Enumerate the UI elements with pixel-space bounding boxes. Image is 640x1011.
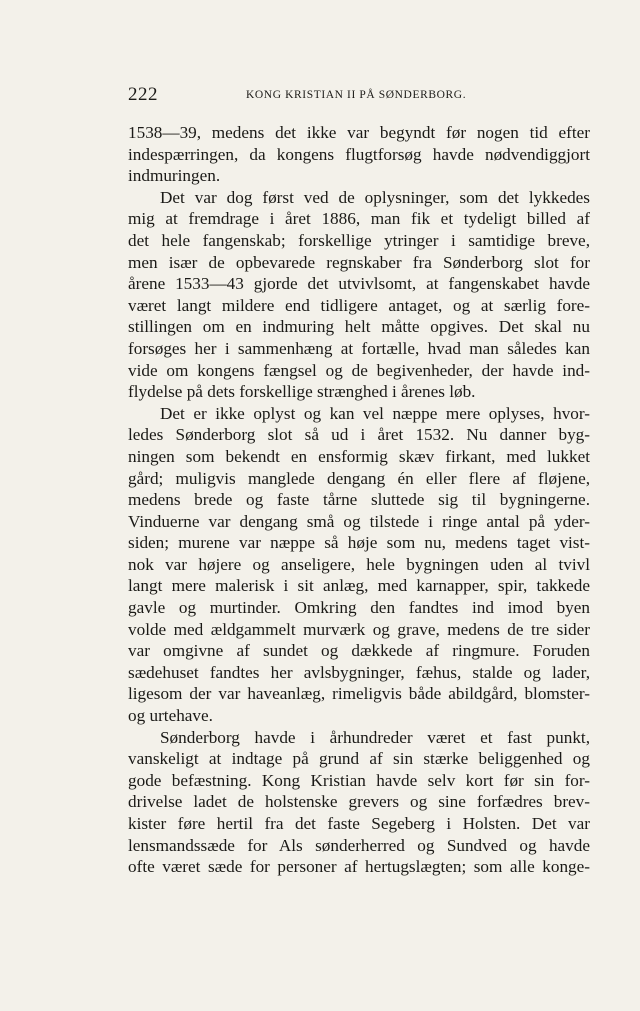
text-line: Vinduerne var dengang små og tilstede i ringe antal på yder- <box>128 511 590 531</box>
text-line: gavle og murtinder. Omkring den fandtes ind imod byen <box>128 598 590 618</box>
text-line: volde med ældgammelt murværk og grave, medens de tre sider <box>128 619 590 639</box>
text-line: Sønderborg havde i århundreder været et fast punkt, <box>160 727 590 747</box>
text-line: drivelse ladet de holstenske grevers og sine forfædres brev- <box>128 792 590 812</box>
text-line: ningen som bekendt en ensformig skæv firkant, med lukket <box>128 446 590 466</box>
text-line: ledes Sønderborg slot så ud i året 1532. Nu danner byg- <box>128 425 590 445</box>
text-line: sædehuset fandtes her avlsbygninger, fæhus, stalde og lader, <box>128 662 590 682</box>
text-line: indespærringen, da kongens flugtforsøg havde nødvendiggjort <box>128 144 590 164</box>
text-line: 1538—39, medens det ikke var begyndt før nogen tid efter <box>128 123 590 142</box>
text-line: vanskeligt at indtage på grund af sin stærke beliggenhed og <box>128 749 590 769</box>
text-line: nok var højere og anseligere, hele bygningen uden al tvivl <box>128 554 590 574</box>
text-line: ligesom der var haveanlæg, rimeligvis både abildgård, blomster- <box>128 684 590 704</box>
text-line: vide om kongens fængsel og de begivenheder, der havde ind- <box>128 360 590 380</box>
running-title: KONG KRISTIAN II PÅ SØNDERBORG. <box>246 89 467 101</box>
text-line: lensmandssæde for Als sønderherred og Sundved og havde <box>128 835 590 855</box>
body-text <box>128 122 590 878</box>
text-line: siden; murene var næppe så høje som nu, medens taget vist- <box>128 533 590 553</box>
page-number: 222 <box>128 84 158 105</box>
text-line: flydelse på dets forskellige strænghed i årenes løb. <box>128 382 476 402</box>
page-header <box>128 84 590 108</box>
text-line: Det er ikke oplyst og kan vel næppe mere oplyses, hvor- <box>160 403 590 423</box>
text-line: været langt mildere end tidligere antaget, og at særlig fore- <box>128 295 590 315</box>
text-line: gode befæstning. Kong Kristian havde selv kort før sin for- <box>128 770 590 790</box>
text-line: indmuringen. <box>128 166 221 186</box>
text-line: langt mere malerisk i sit anlæg, med karnapper, spir, takkede <box>128 576 590 596</box>
text-line: det hele fangenskab; forskellige ytringer i samtidige breve, <box>128 230 590 250</box>
text-line: Det var dog først ved de oplysninger, som det lykkedes <box>160 187 590 207</box>
text-line: og urtehave. <box>128 706 213 726</box>
text-line: var omgivne af sundet og dækkede af ringmure. Foruden <box>128 641 590 661</box>
text-line: kister føre hertil fra det faste Segeberg i Holsten. Det var <box>128 814 590 833</box>
text-line: årene 1533—43 gjorde det utvivlsomt, at fangenskabet havde <box>128 274 590 294</box>
text-line: mig at fremdrage i året 1886, man fik et tydeligt billed af <box>128 209 590 229</box>
text-line: medens brede og faste tårne sluttede sig til bygningerne. <box>128 490 590 510</box>
text-line: forsøges her i sammenhæng at fortælle, hvad man således kan <box>128 338 590 358</box>
text-line: men især de opbevarede regnskaber fra Sønderborg slot for <box>128 252 590 272</box>
text-line: gård; muligvis manglede dengang én eller flere af fløjene, <box>128 468 590 488</box>
text-line: ofte været sæde for personer af hertugslægten; som alle konge- <box>128 857 590 877</box>
text-line: stillingen om en indmuring helt måtte opgives. Det skal nu <box>128 317 590 337</box>
